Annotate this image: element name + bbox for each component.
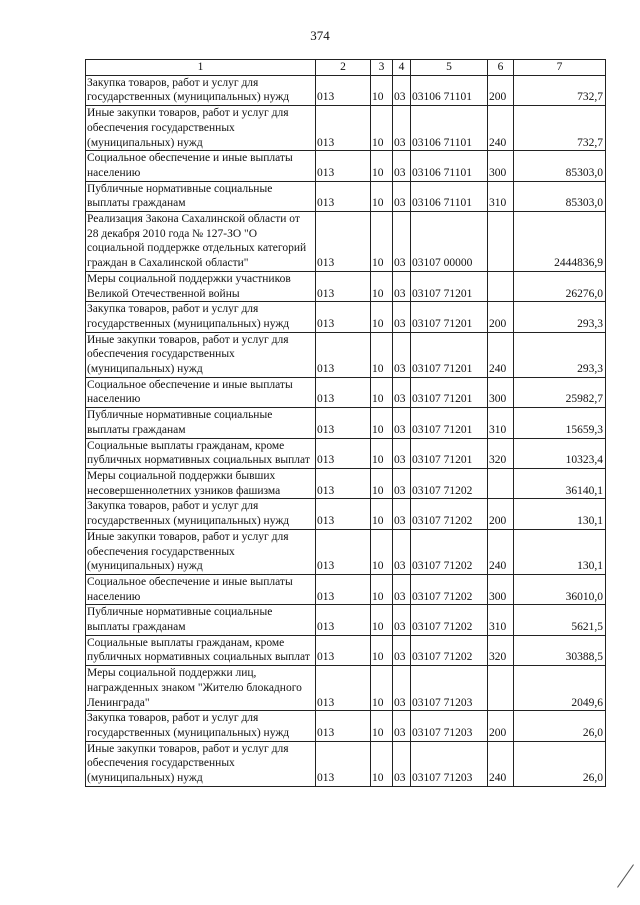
row-section-cell: 10	[371, 271, 393, 301]
row-amount-cell: 293,3	[514, 332, 606, 377]
row-vr-cell: 310	[488, 605, 514, 635]
row-name-cell: Иные закупки товаров, работ и услуг для обеспечения государственных (муниципальных) нужд	[86, 741, 316, 786]
row-name-cell: Закупка товаров, работ и услуг для государственных (муниципальных) нужд	[86, 302, 316, 332]
row-name-cell: Социальные выплаты гражданам, кроме публичных нормативных социальных выплат	[86, 635, 316, 665]
row-subsection-cell: 03	[393, 574, 411, 604]
row-target-cell: 03107 71203	[411, 666, 488, 711]
row-name-cell: Иные закупки товаров, работ и услуг для обеспечения государственных (муниципальных) нужд	[86, 332, 316, 377]
row-target-cell: 03107 71201	[411, 377, 488, 407]
table-row	[86, 529, 606, 574]
page-number: 374	[310, 28, 330, 43]
row-code-cell: 013	[316, 529, 371, 574]
row-vr-cell: 200	[488, 711, 514, 741]
row-section-cell: 10	[371, 332, 393, 377]
row-amount-cell: 36140,1	[514, 468, 606, 498]
row-code-cell: 013	[316, 438, 371, 468]
row-target-cell: 03107 71201	[411, 302, 488, 332]
row-code-cell: 013	[316, 468, 371, 498]
row-section-cell: 10	[371, 212, 393, 272]
row-subsection-cell: 03	[393, 499, 411, 529]
row-code-cell: 013	[316, 741, 371, 786]
row-section-cell: 10	[371, 468, 393, 498]
row-subsection-cell: 03	[393, 271, 411, 301]
row-vr-cell: 240	[488, 741, 514, 786]
row-section-cell: 10	[371, 106, 393, 151]
row-amount-cell: 30388,5	[514, 635, 606, 665]
row-code-cell: 013	[316, 151, 371, 181]
row-subsection-cell: 03	[393, 332, 411, 377]
row-amount-cell: 130,1	[514, 499, 606, 529]
header-col-4: 4	[393, 60, 411, 76]
row-section-cell: 10	[371, 302, 393, 332]
row-subsection-cell: 03	[393, 75, 411, 105]
row-name-cell: Закупка товаров, работ и услуг для государственных (муниципальных) нужд	[86, 711, 316, 741]
row-subsection-cell: 03	[393, 181, 411, 211]
row-amount-cell: 85303,0	[514, 151, 606, 181]
row-code-cell: 013	[316, 666, 371, 711]
row-name-cell: Социальное обеспечение и иные выплаты населению	[86, 377, 316, 407]
row-amount-cell: 732,7	[514, 106, 606, 151]
row-amount-cell: 732,7	[514, 75, 606, 105]
row-section-cell: 10	[371, 75, 393, 105]
table-header-row	[86, 60, 606, 76]
row-name-cell: Меры социальной поддержки бывших несовершеннолетних узников фашизма	[86, 468, 316, 498]
table-row	[86, 408, 606, 438]
row-target-cell: 03107 71201	[411, 438, 488, 468]
budget-table	[85, 59, 606, 787]
row-subsection-cell: 03	[393, 529, 411, 574]
row-amount-cell: 2444836,9	[514, 212, 606, 272]
row-name-cell: Социальные выплаты гражданам, кроме публичных нормативных социальных выплат	[86, 438, 316, 468]
row-subsection-cell: 03	[393, 408, 411, 438]
row-section-cell: 10	[371, 666, 393, 711]
row-subsection-cell: 03	[393, 741, 411, 786]
row-target-cell: 03107 71202	[411, 605, 488, 635]
row-code-cell: 013	[316, 332, 371, 377]
row-vr-cell: 300	[488, 377, 514, 407]
table-row	[86, 75, 606, 105]
row-amount-cell: 15659,3	[514, 408, 606, 438]
header-col-2: 2	[316, 60, 371, 76]
row-vr-cell: 240	[488, 529, 514, 574]
row-target-cell: 03107 71202	[411, 499, 488, 529]
row-code-cell: 013	[316, 574, 371, 604]
row-subsection-cell: 03	[393, 377, 411, 407]
row-name-cell: Социальное обеспечение и иные выплаты населению	[86, 151, 316, 181]
row-amount-cell: 85303,0	[514, 181, 606, 211]
table-row	[86, 635, 606, 665]
row-section-cell: 10	[371, 438, 393, 468]
header-col-6: 6	[488, 60, 514, 76]
row-target-cell: 03107 00000	[411, 212, 488, 272]
row-section-cell: 10	[371, 605, 393, 635]
table-row	[86, 271, 606, 301]
row-name-cell: Закупка товаров, работ и услуг для государственных (муниципальных) нужд	[86, 75, 316, 105]
row-subsection-cell: 03	[393, 468, 411, 498]
row-code-cell: 013	[316, 499, 371, 529]
row-amount-cell: 26,0	[514, 711, 606, 741]
row-vr-cell: 200	[488, 75, 514, 105]
row-section-cell: 10	[371, 377, 393, 407]
row-target-cell: 03107 71202	[411, 529, 488, 574]
row-vr-cell: 310	[488, 408, 514, 438]
row-code-cell: 013	[316, 635, 371, 665]
row-subsection-cell: 03	[393, 635, 411, 665]
row-vr-cell: 310	[488, 181, 514, 211]
row-amount-cell: 2049,6	[514, 666, 606, 711]
row-code-cell: 013	[316, 271, 371, 301]
row-target-cell: 03107 71201	[411, 332, 488, 377]
row-target-cell: 03107 71202	[411, 574, 488, 604]
row-vr-cell: 300	[488, 151, 514, 181]
row-amount-cell: 26276,0	[514, 271, 606, 301]
row-vr-cell: 200	[488, 302, 514, 332]
row-subsection-cell: 03	[393, 605, 411, 635]
table-row	[86, 574, 606, 604]
row-amount-cell: 26,0	[514, 741, 606, 786]
row-name-cell: Иные закупки товаров, работ и услуг для обеспечения государственных (муниципальных) нужд	[86, 529, 316, 574]
row-subsection-cell: 03	[393, 151, 411, 181]
row-vr-cell: 320	[488, 635, 514, 665]
row-target-cell: 03107 71201	[411, 271, 488, 301]
header-col-5: 5	[411, 60, 488, 76]
row-target-cell: 03107 71202	[411, 635, 488, 665]
row-vr-cell: 320	[488, 438, 514, 468]
table-body	[86, 75, 606, 786]
header-col-7: 7	[514, 60, 606, 76]
row-section-cell: 10	[371, 741, 393, 786]
row-section-cell: 10	[371, 711, 393, 741]
row-section-cell: 10	[371, 408, 393, 438]
row-name-cell: Иные закупки товаров, работ и услуг для обеспечения государственных (муниципальных) нужд	[86, 106, 316, 151]
row-code-cell: 013	[316, 605, 371, 635]
row-section-cell: 10	[371, 181, 393, 211]
table-row	[86, 212, 606, 272]
table-row	[86, 468, 606, 498]
table-row	[86, 377, 606, 407]
row-section-cell: 10	[371, 635, 393, 665]
row-vr-cell: 240	[488, 106, 514, 151]
row-amount-cell: 36010,0	[514, 574, 606, 604]
table-row	[86, 332, 606, 377]
table-row	[86, 499, 606, 529]
row-code-cell: 013	[316, 212, 371, 272]
row-target-cell: 03107 71202	[411, 468, 488, 498]
row-code-cell: 013	[316, 377, 371, 407]
row-code-cell: 013	[316, 75, 371, 105]
row-amount-cell: 5621,5	[514, 605, 606, 635]
row-subsection-cell: 03	[393, 711, 411, 741]
table-row	[86, 438, 606, 468]
row-amount-cell: 25982,7	[514, 377, 606, 407]
row-section-cell: 10	[371, 151, 393, 181]
header-col-1: 1	[86, 60, 316, 76]
table-row	[86, 711, 606, 741]
table-row	[86, 181, 606, 211]
row-name-cell: Закупка товаров, работ и услуг для государственных (муниципальных) нужд	[86, 499, 316, 529]
row-section-cell: 10	[371, 574, 393, 604]
row-code-cell: 013	[316, 106, 371, 151]
row-vr-cell	[488, 666, 514, 711]
row-subsection-cell: 03	[393, 438, 411, 468]
table-row	[86, 302, 606, 332]
row-code-cell: 013	[316, 302, 371, 332]
row-subsection-cell: 03	[393, 106, 411, 151]
row-vr-cell	[488, 212, 514, 272]
row-vr-cell	[488, 468, 514, 498]
row-amount-cell: 130,1	[514, 529, 606, 574]
header-col-3: 3	[371, 60, 393, 76]
row-vr-cell: 200	[488, 499, 514, 529]
row-name-cell: Публичные нормативные социальные выплаты гражданам	[86, 605, 316, 635]
row-code-cell: 013	[316, 408, 371, 438]
row-name-cell: Реализация Закона Сахалинской области от 28 декабря 2010 года № 127-ЗО "О социальной поддержке отдельных категорий граждан в Сахалинской области"	[86, 212, 316, 272]
row-vr-cell: 240	[488, 332, 514, 377]
row-name-cell: Меры социальной поддержки лиц, награжденных знаком "Жителю блокадного Ленинграда"	[86, 666, 316, 711]
row-name-cell: Социальное обеспечение и иные выплаты населению	[86, 574, 316, 604]
row-vr-cell	[488, 271, 514, 301]
corner-scribble	[617, 864, 634, 888]
table-row	[86, 741, 606, 786]
row-target-cell: 03106 71101	[411, 75, 488, 105]
row-target-cell: 03106 71101	[411, 181, 488, 211]
row-code-cell: 013	[316, 181, 371, 211]
row-code-cell: 013	[316, 711, 371, 741]
row-vr-cell: 300	[488, 574, 514, 604]
table-row	[86, 151, 606, 181]
row-amount-cell: 293,3	[514, 302, 606, 332]
table-row	[86, 666, 606, 711]
row-section-cell: 10	[371, 529, 393, 574]
row-name-cell: Публичные нормативные социальные выплаты гражданам	[86, 408, 316, 438]
row-subsection-cell: 03	[393, 302, 411, 332]
row-target-cell: 03106 71101	[411, 106, 488, 151]
row-target-cell: 03107 71203	[411, 711, 488, 741]
row-name-cell: Меры социальной поддержки участников Великой Отечественной войны	[86, 271, 316, 301]
row-name-cell: Публичные нормативные социальные выплаты гражданам	[86, 181, 316, 211]
row-amount-cell: 10323,4	[514, 438, 606, 468]
table-row	[86, 106, 606, 151]
row-section-cell: 10	[371, 499, 393, 529]
table-row	[86, 605, 606, 635]
row-target-cell: 03107 71203	[411, 741, 488, 786]
row-subsection-cell: 03	[393, 666, 411, 711]
row-target-cell: 03106 71101	[411, 151, 488, 181]
row-target-cell: 03107 71201	[411, 408, 488, 438]
row-subsection-cell: 03	[393, 212, 411, 272]
